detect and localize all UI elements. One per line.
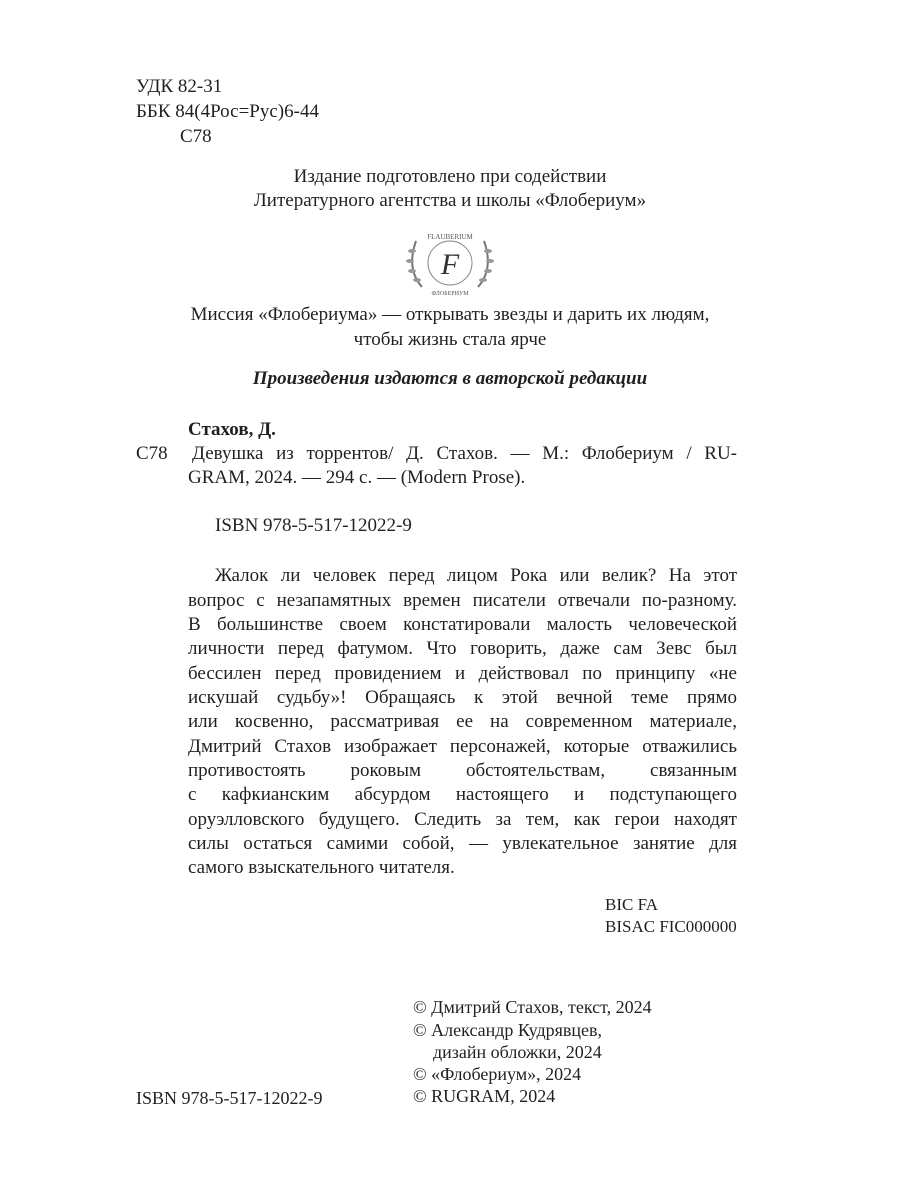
annotation-line: вопрос с незапамятных времен писатели отвечали по-разному. — [188, 590, 737, 611]
mission-line-2: чтобы жизнь стала ярче — [353, 329, 547, 350]
udk: УДК 82-31 — [136, 76, 223, 97]
bib-line-2: GRAM, 2024. — 294 с. — (Modern Prose). — [188, 467, 526, 488]
bic-code: BIC FA — [605, 895, 659, 914]
annotation-line: искушай судьбу»! Обращаясь к этой вечной теме прямо — [188, 687, 737, 708]
annotation-line: силы остаться самими собой, — увлекательное занятие для — [188, 833, 737, 854]
annotation-line: В большинстве своем констатировали малость человеческой — [188, 614, 737, 635]
annotation-line: бессилен перед провидением и действовал по принципу «не — [188, 663, 737, 684]
bisac-code: BISAC FIC000000 — [605, 917, 737, 936]
bib-sign: С78 — [136, 443, 168, 464]
annotation-line: Жалок ли человек перед лицом Рока или велик? На этот — [215, 565, 737, 586]
editorial-note: Произведения издаются в авторской редакции — [252, 368, 648, 389]
support-line-1: Издание подготовлено при содействии — [293, 166, 607, 187]
logo-top-text: FLAUBERIUM — [427, 233, 473, 241]
isbn-bottom: ISBN 978-5-517-12022-9 — [136, 1088, 323, 1108]
logo-letter: F — [440, 248, 460, 281]
bib-line-1: Девушка из торрентов/ Д. Стахов. — М.: Флобериум / RU- — [192, 443, 737, 464]
support-line-2: Литературного агентства и школы «Флобериум» — [253, 190, 647, 211]
annotation-line: с кафкианским абсурдом настоящего и подступающего — [188, 784, 737, 805]
author-sign: С78 — [180, 126, 212, 147]
logo-bottom-text: ФЛОБЕРИУМ — [431, 291, 469, 297]
mission-line-1: Миссия «Флобериума» — открывать звезды и дарить их людям, — [190, 304, 710, 325]
copyright-line: © «Флобериум», 2024 — [413, 1064, 582, 1084]
copyright-line: дизайн обложки, 2024 — [433, 1042, 602, 1062]
copyright-line: © Александр Кудрявцев, — [413, 1020, 603, 1040]
annotation-line: оруэлловского будущего. Следить за тем, как герои находят — [188, 809, 737, 830]
annotation-line: самого взыскательного читателя. — [188, 857, 455, 878]
copyright-line: © Дмитрий Стахов, текст, 2024 — [413, 997, 652, 1017]
annotation-line: или косвенно, рассматривая ее на современном материале, — [188, 711, 737, 732]
bib-author: Стахов, Д. — [188, 419, 276, 440]
bbk: ББК 84(4Рос=Рус)6-44 — [136, 101, 319, 122]
flauberium-logo — [402, 229, 498, 297]
annotation-line: противостоять роковым обстоятельствам, связанным — [188, 760, 737, 781]
annotation-line: Дмитрий Стахов изображает персонажей, которые отважились — [188, 736, 737, 757]
copyright-line: © RUGRAM, 2024 — [413, 1086, 556, 1106]
bib-isbn: ISBN 978-5-517-12022-9 — [215, 515, 412, 536]
annotation-line: личности перед фатумом. Что говорить, даже сам Зевс был — [188, 638, 737, 659]
